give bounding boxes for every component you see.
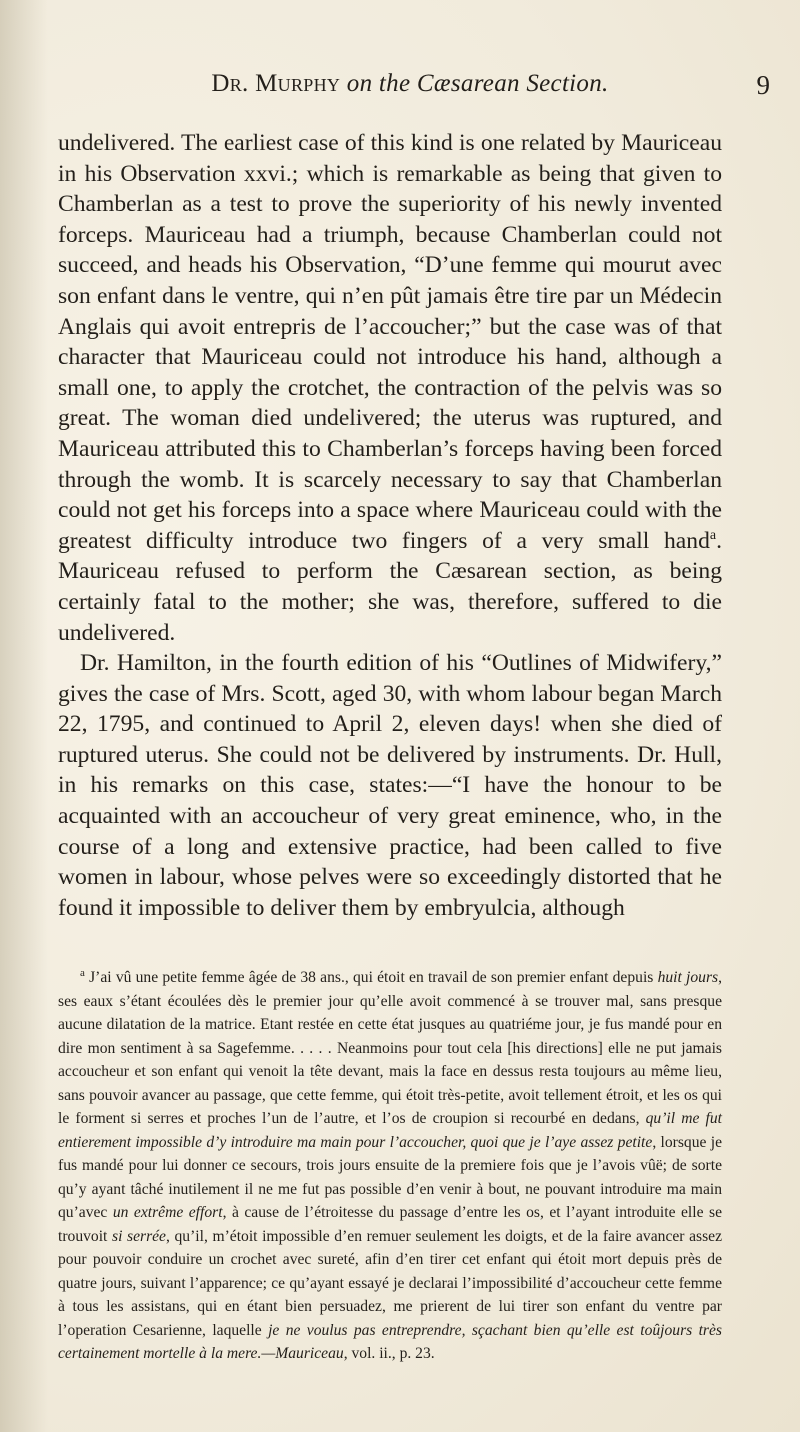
paragraph — [58, 128, 722, 648]
main-text — [58, 128, 722, 923]
paragraph — [58, 648, 722, 923]
footnote-text: $^a$ J’ai vû une petite femme âgée de 38 ans., qui étoit en travail de son premier enfant depuis huit jours, ses eaux s’étant écoulées dès le premier jour qu’elle avoit commencé à se trouver mal, sans presque aucune dilatation de la matrice. Etant restée en cette état jusques au quatriéme jour, je fus mandé pour en dire mon sentiment à sa Sagefemme. . . . . Neanmoins pour tout cela [his directions] elle ne put jamais accoucheur et son enfant qui venoit la tête devant, mais la face en dessus resta toujours au même lieu, sans pouvoir avancer au passage, que cette femme, qui étoit très-petite, avoit tellement étroit, et les os qui le forment si serres et proches l’un de l’autre, et l’os de croupion si recourbé en dedans, qu’il me fut entierement impossible d’y introduire ma main pour l’accoucher, quoi que je l’aye assez petite, lorsque je fus mandé pour lui donner ce secours, trois jours ensuite de la premiere fois que je l’avois vûë; de sorte qu’y ayant tâché inutilement il ne me fut pas possible d’en venir à bout, ne pouvant introduire ma main qu’avec un extrême effort, à cause de l’étroitesse du passage d’entre les os, et l’ayant introduite elle se trouvoit si serrée, qu’il, m’étoit impossible d’en remuer seulement les doigts, et de la faire avancer assez pour pouvoir conduire un crochet avec sureté, afin d’en tirer cet enfant qui étoit mort depuis près de quatre jours, suivant l’apparence; ce qu’ayant essayé je declarai l’impossibilité d’accoucheur cette femme à tous les assistans, qui en étant bien persuadez, me prierent de lui tirer son enfant du ventre par l’operation Cesarienne, laquelle je ne voulus pas entreprendre, sçachant bien qu’elle est toûjours très certainement mortelle à la mere.—Mauriceau, vol. ii., p. 23. — [58, 966, 723, 1362]
binding-shadow — [0, 0, 48, 1432]
footnote-mark: a — [80, 966, 85, 979]
footnote-reference: a — [709, 527, 717, 543]
paragraph-text: Dr. Hamilton, in the fourth edition of his “Outlines of Midwifery,” gives the case of Mrs. Scott, aged 30, with whom labour began March 22, 1795, and continued to April 2, eleven days! when she died of ruptured uterus. She could not be delivered by instruments. Dr. Hull, in his remarks on this case, states:—“I have the honour to be acquainted with an accoucheur of very great eminence, who, in the course of a long and extensive practice, had been called to five women in labour, whose pelves were so exceedingly distorted that he found it impossible to deliver them by embryulcia, although — [58, 650, 722, 921]
paragraph-text: . Mauriceau refused to perform the Cæsarean section, as being certainly fatal to the mother; she was, therefore, suffered to die undelivered. — [58, 527, 722, 646]
running-head — [50, 70, 770, 98]
running-head-subject: Cæsarean Section. — [416, 70, 609, 97]
page-header — [50, 70, 770, 106]
page-number: 9 — [756, 70, 770, 100]
running-head-connector: on the — [346, 70, 411, 97]
paragraph-text: undelivered. The earliest case of this kind is one related by Mauriceau in his Observation xxvi.; which is remarkable as being that given to Chamberlan as a test to prove the superiority of his newly invented forceps. Mauriceau had a triumph, because Chamberlan could not succeed, and heads his Observation, “D’une femme qui mourut avec son enfant dans le ventre, qui n’en pût jamais être tire par un Médecin Anglais qui avoit entrepris de l’accoucher;” but the case was of that character that Mauriceau could not introduce his hand, although a small one, to apply the crotchet, the contraction of the pelvis was so great. The woman died undelivered; the uterus was ruptured, and Mauriceau attributed this to Chamberlan’s forceps having been forced through the womb. It is scarcely necessary to say that Chamberlan could not get his forceps into a space where Mauriceau could with the greatest difficulty introduce two fingers of a very small hand — [58, 130, 722, 554]
running-head-author: Dr. Murphy — [211, 70, 341, 97]
footnote — [58, 966, 722, 1366]
